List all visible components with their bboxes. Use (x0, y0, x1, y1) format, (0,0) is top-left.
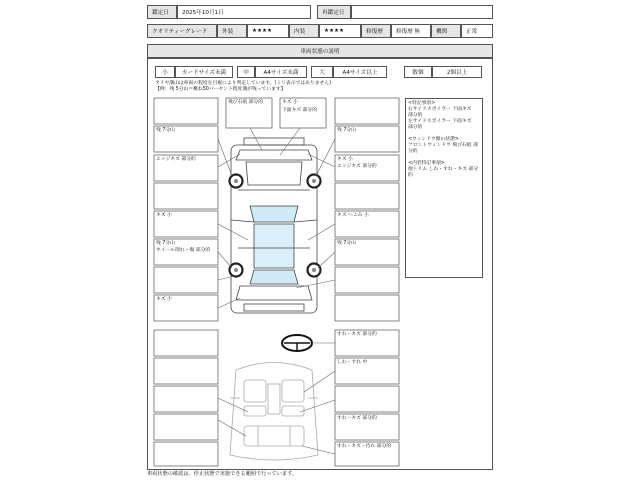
legend-count-value: 2個以上 (432, 66, 482, 78)
interior-label: 内装 (289, 24, 319, 38)
remarks-line: 部分的 (408, 125, 423, 130)
callout-left-door: キズ 小 (156, 213, 172, 218)
callout-front-spoiler-2: 下面キズ 部分的 (282, 108, 318, 113)
legend-small: 小 (155, 66, 175, 78)
callout-box (335, 295, 399, 321)
trunk (236, 286, 312, 300)
inspection-date-value: 2025年10月1日 (177, 5, 311, 19)
legend-large: 大 (311, 66, 333, 78)
callout-interior-1: しわ・すれ 中 (337, 360, 368, 365)
callout-box (154, 442, 218, 466)
repair-history-label: 修復歴 (361, 24, 391, 38)
callout-box (335, 183, 399, 209)
interior-value: ★★★★ (319, 24, 361, 38)
legend-medium: 中 (237, 66, 255, 78)
callout-tire-front-left: 残 7分山 (156, 128, 175, 133)
inspection-date-label: 鑑定日 (147, 5, 177, 19)
legend-large-desc: A4サイズ以上 (333, 66, 387, 78)
callout-box (154, 183, 218, 209)
exterior-value: ★★★★ (247, 24, 289, 38)
engine-label: 機関 (431, 24, 461, 38)
callout-front-bumper: 飛び石痕 部分的 (228, 100, 264, 105)
callout-right-door: キズ へこみ 小 (337, 213, 369, 218)
rear-window (250, 270, 298, 284)
legend-small-desc: カードサイズ未満 (175, 66, 233, 78)
front-bumper (236, 150, 312, 160)
roof (254, 224, 294, 268)
engine-value: 正常 (461, 24, 493, 38)
legend-count-label: 数個 (404, 66, 432, 78)
callout-tire-rear-left-1: 残 7分山 (156, 241, 175, 246)
callout-right-edge-2: エッジキズ 部分的 (337, 164, 377, 169)
callout-box (335, 386, 399, 412)
callout-left-edge: エッジキズ 部分的 (156, 157, 196, 162)
caution-line-1: タイヤ溝山は車両の程度を目視により判定しています。(ミリ表示ではありません) (155, 81, 331, 86)
steering-wheel-icon (282, 335, 312, 351)
remarks-line: 左サイドスポイラー 下面キズ (408, 119, 472, 124)
callout-interior-3: すれ・キズ・汚れ 部分的 (337, 444, 392, 449)
remarks-line: 右サイドスポイラー 下面キズ (408, 107, 472, 112)
remarks-line: フロントウィンドウ 飛び石痕 部分的 (408, 143, 478, 154)
callout-box (154, 414, 218, 440)
callout-tire-rear-right: 残 7分山 (337, 241, 356, 246)
windshield (250, 206, 298, 222)
callout-interior-2: すれ・キズ 部分的 (337, 416, 377, 421)
front-grille (244, 138, 304, 145)
callout-box (335, 98, 399, 124)
callout-steering: すれ・キズ 部分的 (337, 332, 377, 337)
legend-medium-desc: A4サイズ未満 (255, 66, 307, 78)
interior-diagram (230, 363, 318, 461)
remarks-heading-window: <ウィンドウ類の状態> (408, 137, 459, 142)
remarks-line: 他トリム しわ・すれ・キズ 部分的 (408, 167, 479, 178)
callout-tire-rear-left-2: ホイール削れ・傷 部分的 (156, 248, 211, 253)
callout-box (335, 267, 399, 293)
footer-note: 車両状態の確認は、停止状態で実施できる範囲で行っています。 (147, 471, 298, 477)
callout-front-spoiler-1: キズ 小 (282, 100, 298, 105)
callout-tire-front-right: 残 7分山 (337, 128, 356, 133)
callout-box (154, 98, 218, 124)
quality-grade-label: クオリティーグレード (147, 24, 217, 38)
exterior-label: 外装 (217, 24, 247, 38)
callout-right-edge-1: キズ 小 (337, 157, 353, 162)
callout-rear-left: キズ 小 (156, 297, 172, 302)
callout-box (154, 358, 218, 384)
section-title: 車両状態の説明 (147, 44, 493, 58)
rear-bumper (244, 304, 304, 311)
remarks-line: 部分的 (408, 113, 423, 118)
repair-history-value: 修復歴 無 (391, 24, 431, 38)
caution-line-2: 【例：残 5分山＝概ね50パーセント程度溝が残っています】 (155, 87, 286, 92)
callout-box (154, 267, 218, 293)
hood (246, 162, 302, 185)
remarks-heading-interior: <内装特記事項> (408, 161, 445, 166)
reinspection-date-label: 再鑑定日 (317, 5, 351, 19)
remarks-heading-special: <特記事項> (408, 101, 436, 106)
callout-box (154, 386, 218, 412)
callout-box (154, 330, 218, 356)
